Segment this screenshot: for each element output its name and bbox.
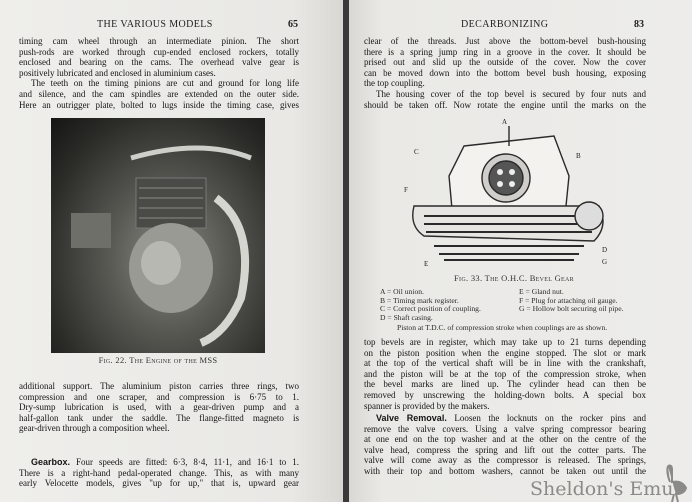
text-line: valve head, compress the spring and lift out the cotter parts. The [364,444,646,455]
text-line: positively lubricated and enclosed in aluminium cases. [19,67,216,78]
text-line: and silence, and the cam spindles are extended on the outer side. [19,88,299,99]
engine-illustration [51,118,265,353]
label-d: D [602,246,608,254]
figure-caption: Fig. 33. The O.H.C. Bevel Gear [454,273,574,283]
label-b: B [576,152,581,160]
text-line: early Velocette models, gives "up for up," that is, upward gear [19,478,299,489]
text-line: timing cam wheel through an intermediate pinion. The short [19,36,299,46]
text-line: on the piston position when the engine stopped. The slot or mark [364,347,646,358]
legend-item: B = Timing mark register. [380,295,459,305]
text-line: enclosed and bearing on the cams. The overhead valve gear is [19,57,299,68]
text-line: at the top of the vertical shaft will be in line with the crankshaft, [364,358,646,369]
text-line: The housing cover of the top bevel is secured by four nuts and [376,88,646,99]
page-number: 83 [634,19,644,30]
legend-right [519,288,623,314]
label-f: F [404,186,408,194]
section-heading: Valve Removal. [376,413,447,423]
text-line: remove the valve covers. Using a valve spring compressor bearing [364,423,646,434]
running-header: DECARBONIZING [461,19,549,30]
emu-logo-icon [660,462,690,502]
legend-item: A = Oil union. [380,287,424,296]
text-line: there is a spring jump ring in a groove in the cover. It should be [364,46,646,57]
text-line: with their top and bottom washers, cannot be taken out until the [364,465,646,476]
text-line: at one end on the top washer and at the other on the centre of the [364,434,646,445]
paragraph [364,337,646,411]
text-line: and the piston will be at the top of the compression stroke, when [364,368,646,379]
watermark: Sheldon's Emu [530,478,674,500]
bevel-gear-diagram [404,116,614,270]
running-header: THE VARIOUS MODELS [97,19,213,30]
section-heading: Gearbox. [31,457,71,467]
text-line: valve will come away as the compressor is released. The springs, [364,455,646,466]
text-line: Dry-sump lubrication is used, with a gear-driven pump and a [19,402,299,413]
label-e: E [424,260,429,268]
text-line: compression and one scraper, and compression is 6·75 to 1. [19,391,299,402]
text-line: the bevel marks are lined up. The cylinder head can then be [364,379,646,390]
text-line: spanner is provided by the makers. [364,400,490,411]
legend-note: Piston at T.D.C. of compression stroke when couplings are as shown. [397,323,608,332]
legend-item: D = Shaft casing. [380,312,433,322]
paragraph [364,36,646,110]
text-line: Four speeds are fitted: 6·3, 8·4, 11·1, and 16·1 to 1. [70,457,299,467]
text-line: half-gallon tank under the saddle. The flange-fitted magneto is [19,412,299,423]
text-line [364,413,646,424]
text-line: should be taken off. Now rotate the engine until the marks on the [364,99,646,110]
label-g: G [602,258,608,266]
legend-left [380,288,481,322]
text-line: There is a right-hand pedal-operated change. This, as with many [19,467,299,478]
text-line: clear of the threads. Just above the bottom-bevel bush-housing [364,36,646,46]
text-line: additional support. The aluminium piston carries three rings, two [19,381,299,391]
legend-item: G = Hollow bolt securing oil pipe. [519,304,624,314]
text-line: Here an outrigger plate, bolted to lugs inside the timing case, gives [19,99,299,110]
gearbox-paragraph [19,457,299,489]
text-line: Loosen the locknuts on the rocker pins and [446,413,647,423]
legend-item: E = Gland nut. [519,287,564,296]
text-line: The teeth on the timing pinions are cut and ground for long life [31,78,299,89]
label-c: C [414,148,419,156]
paragraph [19,381,299,434]
legend-item: F = Plug for attaching oil gauge. [519,295,618,305]
text-line: removed by unscrewing the holding-down bolts. A special box [364,389,646,400]
text-line [19,457,299,468]
engine-photo [51,118,265,353]
text-line: push-rods are worked through cup-ended enclosed rockers, totally [19,46,299,57]
left-page [0,0,343,502]
paragraph [19,36,299,110]
text-line: gear-driven through a composition wheel. [19,423,170,434]
text-line: prised out and slid up the outside of the cover. Now the cover [364,57,646,68]
figure-caption: Fig. 22. The Engine of the MSS [98,355,218,365]
label-a: A [502,118,508,126]
text-line: top bevels are in register, which may take up to 21 turns depending [364,337,646,347]
text-line: the top coupling. [364,78,425,89]
text-line: can be moved down into the bottom bevel bush housing, exposing [364,67,646,78]
legend-item: C = Correct position of coupling. [380,304,481,314]
right-page [349,0,692,502]
valve-removal-paragraph [364,413,646,477]
page-number: 65 [288,19,298,30]
